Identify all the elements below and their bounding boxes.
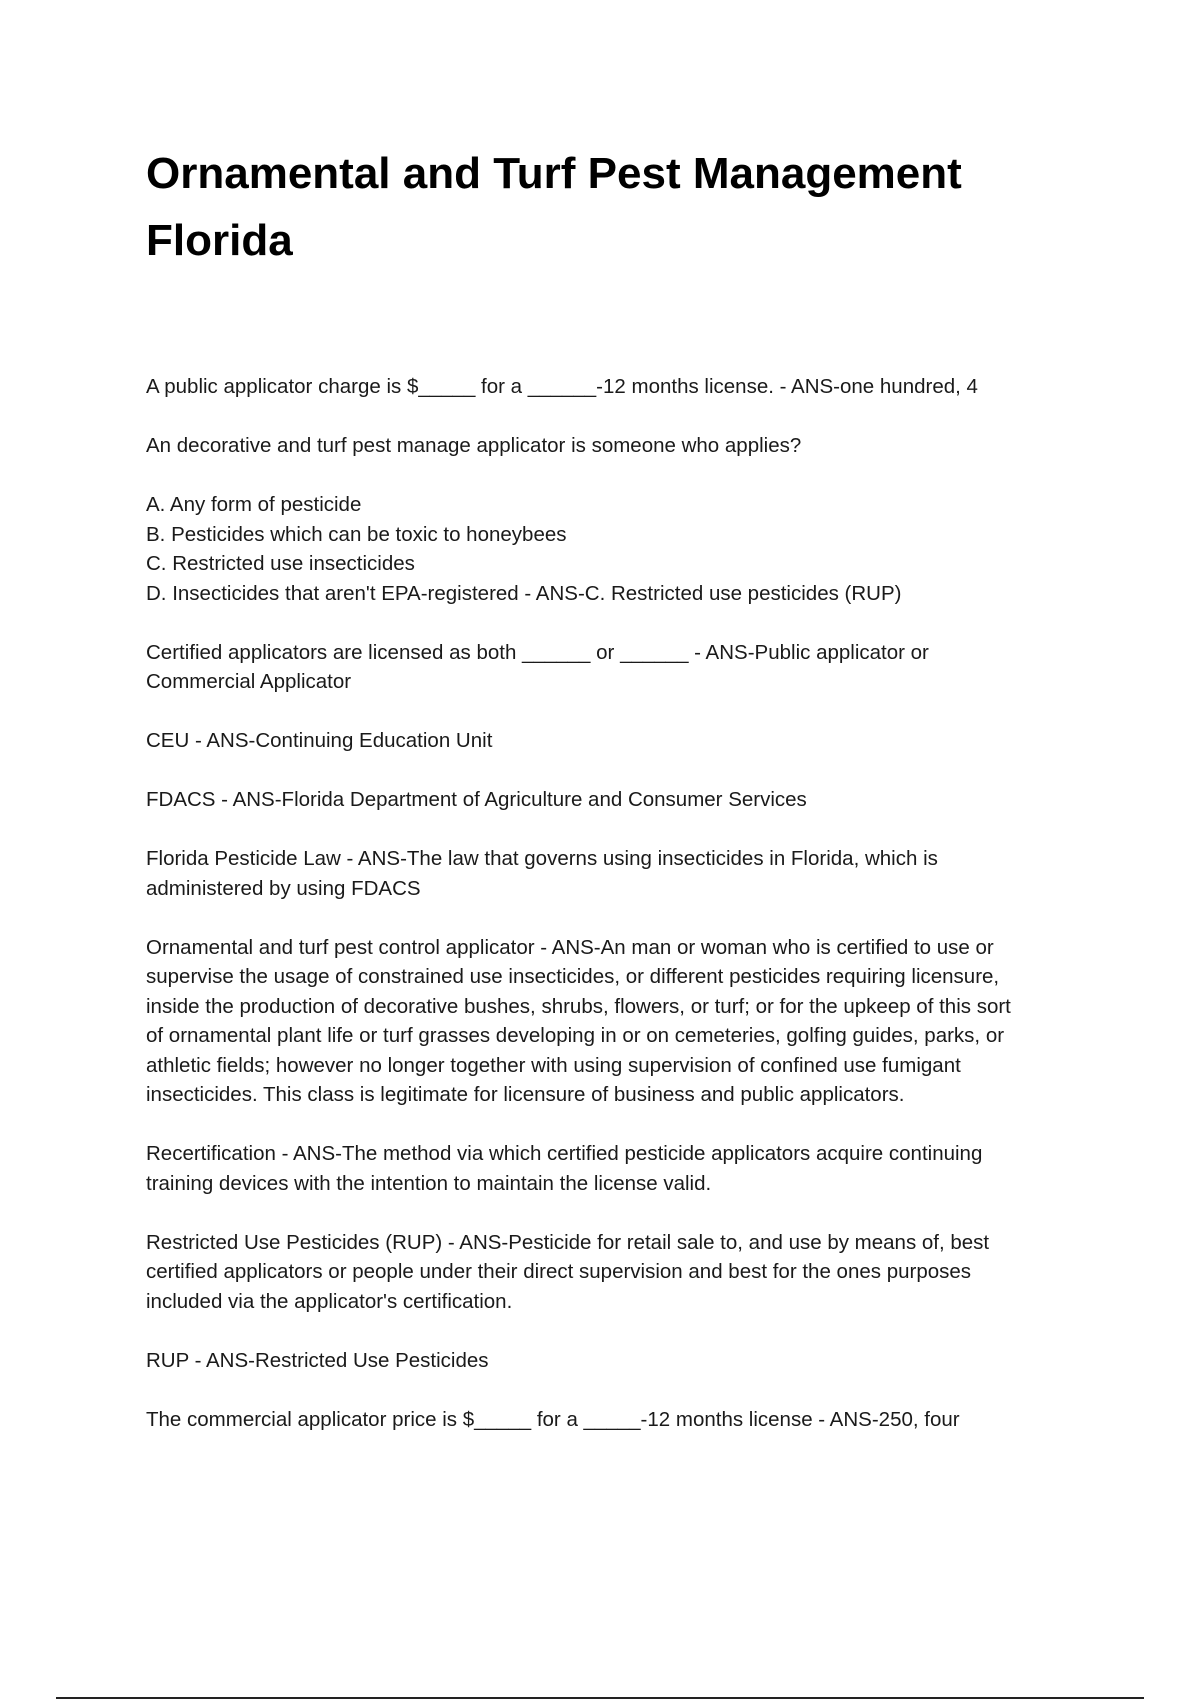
qa-item-options	[146, 490, 1086, 608]
qa-item-commercial-applicator-price	[146, 1405, 1086, 1435]
page-title-line: Ornamental and Turf Pest Management	[146, 149, 962, 198]
text-line: Ornamental and turf pest control applicator - ANS-An man or woman who is certified to use or	[146, 935, 994, 959]
page-bottom-divider	[56, 1697, 1144, 1699]
text-line: A public applicator charge is $_____ for a ______-12 months license. - ANS-one hundred, 4	[146, 375, 978, 398]
page-title	[146, 140, 1086, 274]
qa-item-public-applicator-charge	[146, 372, 1086, 402]
text-line: Certified applicators are licensed as both ______ or ______ - ANS-Public applicator or	[146, 640, 929, 664]
option-a: A. Any form of pesticide	[146, 493, 362, 516]
qa-item-recertification	[146, 1139, 1086, 1198]
text-line: insecticides. This class is legitimate for licensure of business and public applicators.	[146, 1083, 905, 1106]
text-line: An decorative and turf pest manage applicator is someone who applies?	[146, 434, 802, 457]
text-line: certified applicators or people under their direct supervision and best for the ones purposes	[146, 1260, 972, 1283]
text-line: Commercial Applicator	[146, 670, 352, 693]
qa-item-florida-pesticide-law	[146, 844, 1086, 903]
text-line: training devices with the intention to maintain the license valid.	[146, 1171, 712, 1195]
qa-item-ceu	[146, 726, 1086, 756]
qa-item-fdacs	[146, 785, 1086, 815]
option-c: C. Restricted use insecticides	[146, 552, 415, 575]
qa-list	[146, 372, 1086, 1464]
text-line: Florida Pesticide Law - ANS-The law that governs using insecticides in Florida, which is	[146, 847, 938, 870]
option-b: B. Pesticides which can be toxic to honeybees	[146, 522, 567, 546]
qa-item-certified-applicators	[146, 638, 1086, 697]
page-title-line: Florida	[146, 216, 293, 265]
text-line: Restricted Use Pesticides (RUP) - ANS-Pesticide for retail sale to, and use by means of, best	[146, 1230, 990, 1254]
qa-item-ornamental-applicator	[146, 933, 1086, 1110]
qa-item-question	[146, 431, 1086, 461]
text-line: athletic fields; however no longer together with using supervision of confined use fumigant	[146, 1053, 961, 1077]
qa-item-restricted-use-pesticides	[146, 1228, 1086, 1317]
option-d: D. Insecticides that aren't EPA-registered - ANS-C. Restricted use pesticides (RUP)	[146, 581, 902, 605]
text-line: The commercial applicator price is $_____ for a _____-12 months license - ANS-250, four	[146, 1407, 960, 1431]
text-line: administered by using FDACS	[146, 876, 421, 900]
text-line: RUP - ANS-Restricted Use Pesticides	[146, 1348, 489, 1372]
qa-item-rup	[146, 1346, 1086, 1376]
text-line: of ornamental plant life or turf grasses developing in or on cemeteries, golfing guides, parks, or	[146, 1024, 1005, 1047]
text-line: included via the applicator's certification.	[146, 1289, 513, 1313]
text-line: supervise the usage of constrained use insecticides, or different pesticides requiring licensure,	[146, 965, 1000, 988]
text-line: FDACS - ANS-Florida Department of Agriculture and Consumer Services	[146, 788, 807, 811]
text-line: inside the production of decorative bushes, shrubs, flowers, or turf; or for the upkeep of this sort	[146, 994, 1011, 1018]
text-line: Recertification - ANS-The method via which certified pesticide applicators acquire continuing	[146, 1142, 983, 1165]
text-line: CEU - ANS-Continuing Education Unit	[146, 729, 493, 752]
